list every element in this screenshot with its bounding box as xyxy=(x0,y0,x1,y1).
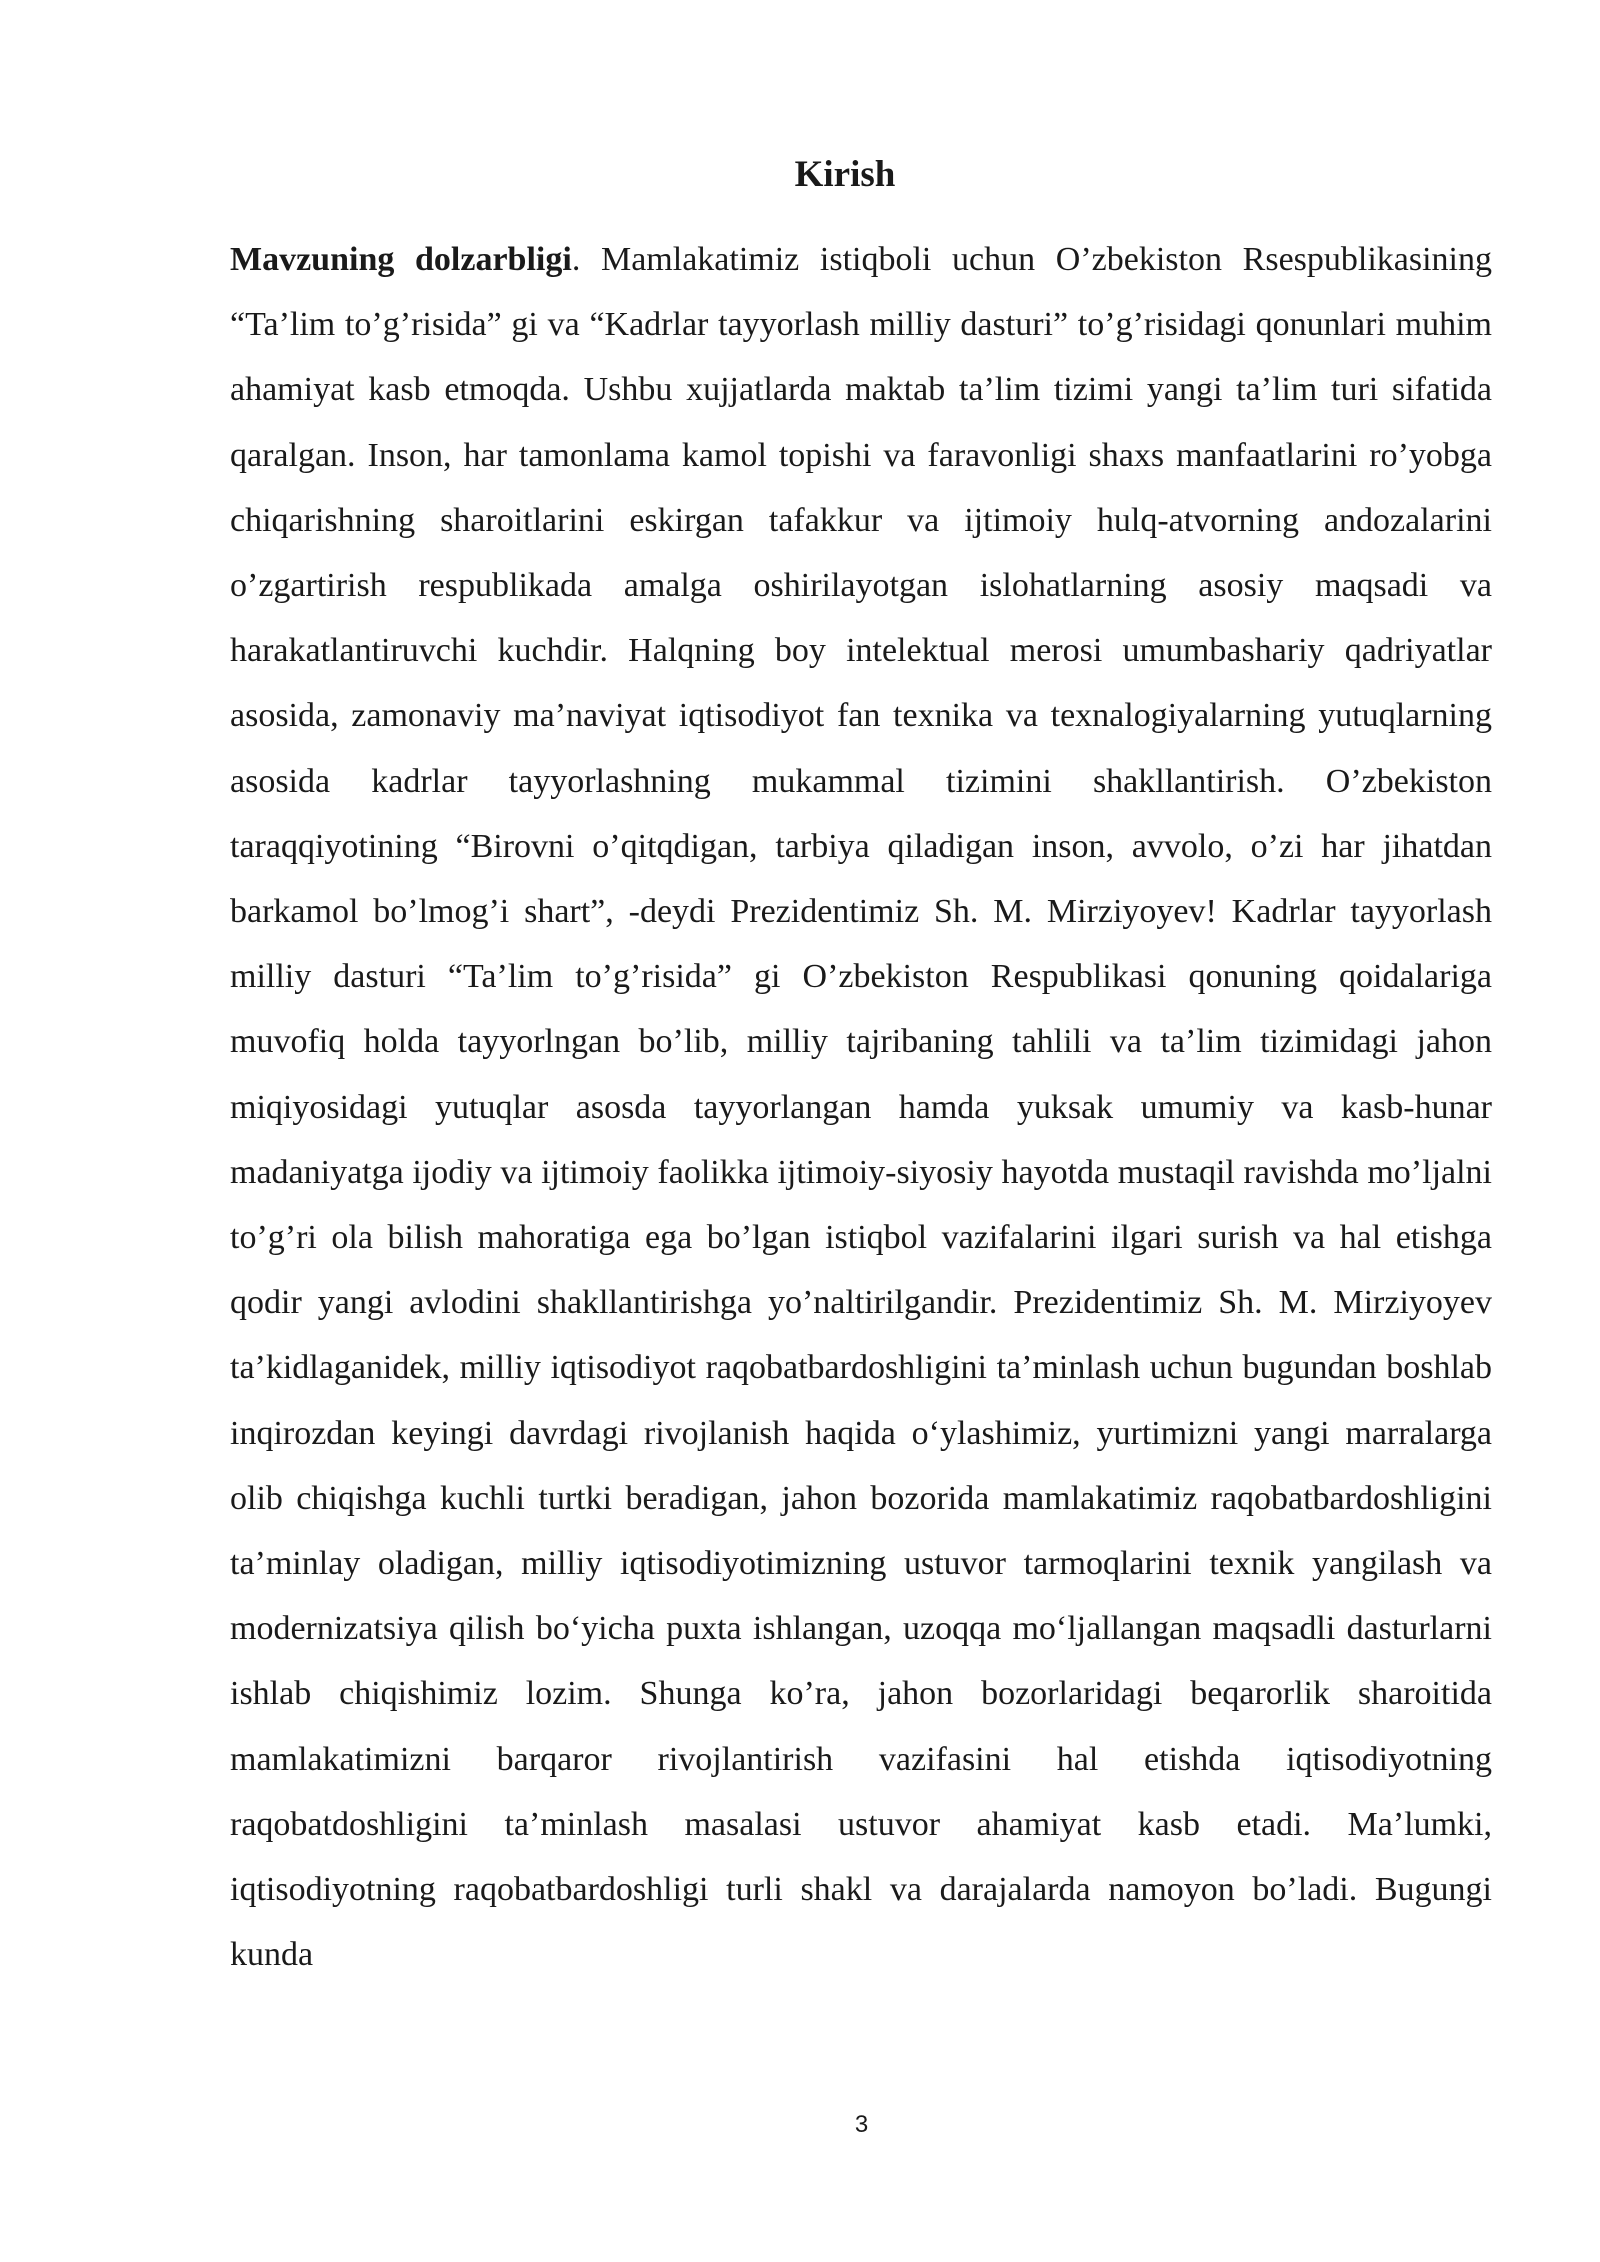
page-number: 3 xyxy=(854,2111,869,2138)
lead-in-period: . xyxy=(571,241,581,278)
paragraph-text: Mamlakatimiz istiqboli uchun O’zbekiston Rsespublikasining “Ta’lim to’g’risida” gi va “Kadrlar tayyorlash milliy dasturi” to’g’risidagi qonunlari muhim ahamiyat kasb etmoqda. Ushbu xujjatlarda maktab ta’lim tizimi yangi ta’lim turi sifatida qaralgan. Inson, har tamonlama kamol topishi va faravonligi shaxs manfaatlarini ro’yobga chiqarishning sharoitlarini eskirgan tafakkur va ijtimoiy hulq-atvorning andozalarini o’zgartirish respublikada amalga oshirilayotgan islohatlarning asosiy maqsadi va harakatlantiruvchi kuchdir. Halqning boy intelektual merosi umumbashariy qadriyatlar asosida, zamonaviy ma’naviyat iqtisodiyot fan texnika va texnalogiyalarning yutuqlarning asosida kadrlar tayyorlashning mukammal tizimini shakllantirish. O’zbekiston taraqqiyotining “Birovni o’qitqdigan, tarbiya qiladigan inson, avvolo, o’zi har jihatdan barkamol bo’lmog’i shart”, -deydi Prezidentimiz Sh. M. Mirziyoyev! Kadrlar tayyorlash milliy dasturi “Ta’lim to’g’risida” gi O’zbekiston Respublikasi qonuning qoidalariga muvofiq holda tayyorlngan bo’lib, milliy tajribaning tahlili va ta’lim tizimidagi jahon miqiyosidagi yutuqlar asosda tayyorlangan hamda yuksak umumiy va kasb-hunar madaniyatga ijodiy va ijtimoiy faolikka ijtimoiy-siyosiy hayotda mustaqil ravishda mo’ljalni to’g’ri ola bilish mahoratiga ega bo’lgan istiqbol vazifalarini ilgari surish va hal etishga qodir yangi avlodini shakllantirishga yo’naltirilgandir. Prezidentimiz Sh. M. Mirziyoyev ta’kidlaganidek, milliy iqtisodiyot raqobatbardoshligini ta’minlash uchun bugundan boshlab inqirozdan keyingi davrdagi rivojlanish haqida o‘ylashimiz, yurtimizni yangi marralarga olib chiqishga kuchli turtki beradigan, jahon bozorida mamlakatimiz raqobatbardoshligini ta’minlay oladigan, milliy iqtisodiyotimizning ustuvor tarmoqlarini texnik yangilash va modernizatsiya qilish bo‘yicha puxta ishlangan, uzoqqa mo‘ljallangan maqsadli dasturlarni ishlab chiqishimiz lozim. Shunga ko’ra, jahon bozorlaridagi beqarorlik sharoitida mamlakatimizni barqaror rivojlantirish vazifasini hal etishda iqtisodiyotning raqobatdoshligini ta’minlash masalasi ustuvor ahamiyat kasb etadi. Ma’lumki, iqtisodiyotning raqobatbardoshligi turli shakl va darajalarda namoyon bo’ladi. Bugungi kunda xyxy=(230,241,1492,1974)
section-heading: Kirish xyxy=(794,154,896,195)
paragraph-lead-in: Mavzuning dolzarbligi xyxy=(230,241,572,278)
body-paragraph xyxy=(230,227,1492,1987)
